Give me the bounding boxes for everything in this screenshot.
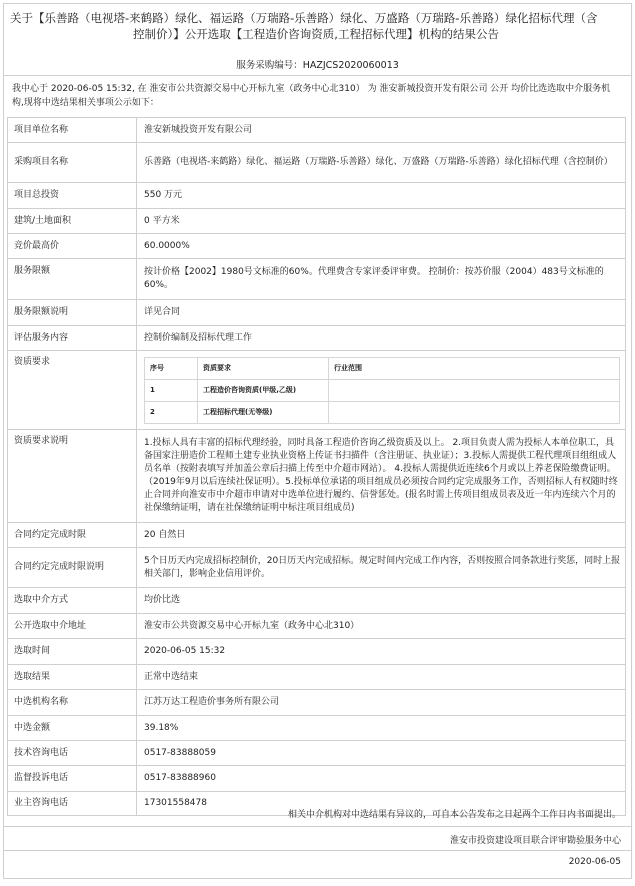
- table-row: [8, 766, 626, 792]
- table-row: [8, 351, 626, 430]
- announcement-page: [3, 3, 632, 879]
- qualification-industry: [329, 379, 620, 401]
- row-value: 淮安市公共资源交易中心开标九室（政务中心北310）: [137, 614, 626, 639]
- row-value: 详见合同: [137, 300, 626, 326]
- row-value: 按计价格【2002】1980号文标准的60%。代理费含专家评委评审费。 控制价：按苏价服（2004）483号文标准的60%。: [137, 259, 626, 300]
- intro-text: 我中心于 2020-06-05 15:32, 在 淮安市公共资源交易中心开标九室（政务中心北310） 为 淮安新城投资开发有限公司 公开 均价比选选取中介服务机构,现将中选结果相关事项公示如下：: [12, 84, 611, 108]
- table-row: [8, 548, 626, 588]
- table-row: [8, 639, 626, 665]
- row-label: 资质要求说明: [8, 430, 137, 523]
- row-value: 20 自然日: [137, 523, 626, 548]
- col-header-requirement: 资质要求: [198, 357, 329, 379]
- table-row: [8, 326, 626, 351]
- qualification-row: [145, 379, 620, 401]
- table-row: [8, 523, 626, 548]
- row-label: 选取中介方式: [8, 588, 137, 614]
- row-value: 控制价编制及招标代理工作: [137, 326, 626, 351]
- divider: [4, 75, 631, 76]
- table-row: [8, 259, 626, 300]
- row-label: 采购项目名称: [8, 143, 137, 183]
- objection-note: 相关中介机构对中选结果有异议的，可自本公告发布之日起两个工作日内书面提出。: [287, 810, 621, 820]
- row-label: 合同约定完成时限说明: [8, 548, 137, 588]
- row-label: 资质要求: [8, 351, 137, 430]
- row-label: 服务限额: [8, 259, 137, 300]
- row-value: 正常中选结束: [137, 665, 626, 690]
- row-label: 建筑/土地面积: [8, 209, 137, 234]
- table-row: [8, 209, 626, 234]
- row-label: 合同约定完成时限: [8, 523, 137, 548]
- row-value: 均价比选: [137, 588, 626, 614]
- result-table: [7, 117, 626, 816]
- row-value: 60.0000%: [137, 234, 626, 259]
- table-row: [8, 716, 626, 741]
- table-row: [8, 665, 626, 690]
- qualification-no: 2: [145, 401, 198, 423]
- table-row: [8, 614, 626, 639]
- row-label: 监督投诉电话: [8, 766, 137, 792]
- table-row: [8, 300, 626, 326]
- row-label: 项目单位名称: [8, 118, 137, 143]
- publish-date: 2020-06-05: [568, 857, 621, 867]
- row-value: 0517-83888960: [137, 766, 626, 792]
- row-value: 0517-83888059: [137, 741, 626, 766]
- row-label: 中选金额: [8, 716, 137, 741]
- qualification-industry: [329, 401, 620, 423]
- title-line-2: 控制价）】公开选取【工程造价咨询资质,工程招标代理】机构的结果公告: [133, 27, 499, 41]
- row-value: 1.投标人具有丰富的招标代理经验，同时具备工程造价咨询乙级资质及以上。 2.项目负责人需为投标人本单位职工，具备国家注册造价工程师土建专业执业资格上传证书扫描件（含注册证、执业证）；3.投标人需提供工程代理项目组组成人员名单（按附表填写并加盖公章后扫描上传至中介超市网站）。 4.投标人需提供近连续6个月或以上养老保险缴费证明。（2019年9月以后连续社保证明）。5.投标单位承诺的项目组成员必须按合同约定完成服务工作，否则招标人有权随时终止合同并向淮安市中介超市申请对中选单位进行履约、信誉惩处。(报名时需上传项目组成员表及近一年内连续六个月的社保缴纳证明，请在社保缴纳证明中标注项目组成员): [137, 430, 626, 523]
- table-row: [8, 430, 626, 523]
- qualification-table: [144, 357, 620, 424]
- row-value: 5个日历天内完成招标控制价，20日历天内完成招标。规定时间内完成工作内容，否则按照合同条款进行奖惩，同时上报相关部门，影响企业信用评价。: [137, 548, 626, 588]
- row-value: 淮安新城投资开发有限公司: [137, 118, 626, 143]
- row-value: [137, 351, 626, 430]
- row-label: 竞价最高价: [8, 234, 137, 259]
- row-label: 选取结果: [8, 665, 137, 690]
- row-value: 39.18%: [137, 716, 626, 741]
- row-label: 项目总投资: [8, 183, 137, 209]
- qualification-requirement: 工程招标代理(无等级): [198, 401, 329, 423]
- table-row: [8, 143, 626, 183]
- service-code: 服务采购编号：HAZJCS2020060013: [236, 60, 399, 71]
- table-row: [8, 690, 626, 716]
- col-header-no: 序号: [145, 357, 198, 379]
- table-row: [8, 588, 626, 614]
- row-label: 选取时间: [8, 639, 137, 665]
- row-value: 乐善路（电视塔-来鹤路）绿化、福运路（万瑞路-乐善路）绿化、万盛路（万瑞路-乐善路）绿化招标代理（含控制价）: [137, 143, 626, 183]
- title-line-1: 关于【乐善路（电视塔-来鹤路）绿化、福运路（万瑞路-乐善路）绿化、万盛路（万瑞路-乐善路）绿化招标代理（含: [10, 11, 598, 25]
- divider: [4, 850, 631, 851]
- row-label: 服务限额说明: [8, 300, 137, 326]
- table-row: [8, 118, 626, 143]
- qualification-no: 1: [145, 379, 198, 401]
- qualification-row: [145, 401, 620, 423]
- col-header-industry: 行业范围: [329, 357, 620, 379]
- row-label: 评估服务内容: [8, 326, 137, 351]
- issuing-organization: 淮安市投资建设项目联合评审勘验服务中心: [449, 836, 621, 846]
- qualification-header-row: [145, 357, 620, 379]
- table-row: [8, 183, 626, 209]
- row-value: 17301558478: [137, 792, 626, 816]
- divider: [4, 826, 631, 827]
- row-value: 江苏万达工程造价事务所有限公司: [137, 690, 626, 716]
- row-label: 技术咨询电话: [8, 741, 137, 766]
- qualification-requirement: 工程造价咨询资质(甲级,乙级): [198, 379, 329, 401]
- page-title: [10, 10, 622, 42]
- row-value: 0 平方米: [137, 209, 626, 234]
- row-label: 业主咨询电话: [8, 792, 137, 816]
- row-label: 中选机构名称: [8, 690, 137, 716]
- row-value: 550 万元: [137, 183, 626, 209]
- table-row: [8, 741, 626, 766]
- row-label: 公开选取中介地址: [8, 614, 137, 639]
- table-row: [8, 234, 626, 259]
- row-value: 2020-06-05 15:32: [137, 639, 626, 665]
